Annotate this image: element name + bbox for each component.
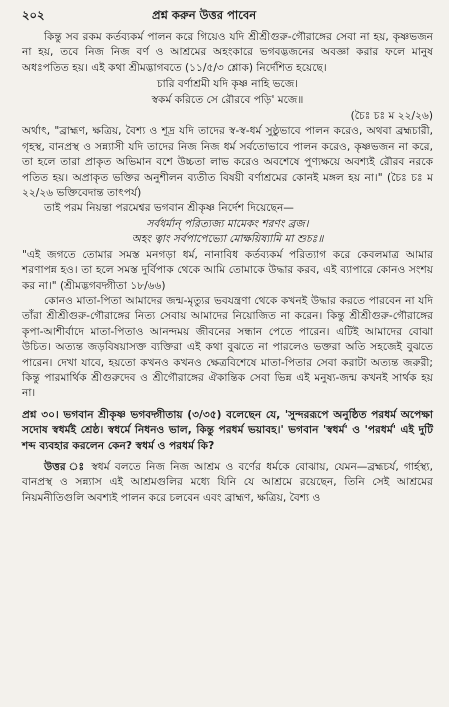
answer-paragraph — [22, 460, 433, 506]
verse-line-2: স্বকর্ম করিতে সে রৌরবে পড়ি' মজে॥ — [151, 93, 304, 106]
question-text: ভগবান শ্রীকৃষ্ণ ভগবদ্গীতায় (৩/৩৫) বলেছেন যে, 'সুন্দররূপে অনুষ্ঠিত পরধর্ম অপেক্ষা সদোষ স্বধর্মই শ্রেষ্ঠ। স্বধর্মে নিধনও ভাল, কিন্তু পরধর্ম ভয়াবহ।' ভগবান 'স্বধর্ম' ও 'পরধর্ম' এই দুটি শব্দ ব্যবহার করলেন কেন? স্বধর্ম ও পরধর্ম কি? — [22, 408, 433, 452]
sanskrit-verse — [22, 217, 433, 248]
question-30 — [22, 408, 433, 454]
paragraph-1: কিন্তু সব রকম কর্তব্যকর্ম পালন করে গিয়েও যদি শ্রীশ্রীগুরু-গৌরাঙ্গের সেবা না হয়, কৃষ্ণভজন না হয়, তবে নিজ নিজ বর্ণ ও আশ্রমের অহংকারে ভগবদ্ভজনের অবজ্ঞা করার ফলে মানুষ অধঃপতিত হয়। এই কথা শ্রীমদ্ভাগবতে (১১/৫/৩ শ্লোক) নির্দেশিত হয়েছে। — [22, 31, 433, 74]
sanskrit-line-2: অহং ত্বাং সর্বপাপেভ্যো মোক্ষয়িষ্যামি মা শুচঃ॥ — [131, 233, 324, 246]
paragraph-2: অর্থাৎ, "ব্রাহ্মণ, ক্ষত্রিয়, বৈশ্য ও শূদ্র যদি তাদের স্ব-স্ব-ধর্ম সুষ্ঠুভাবে পালন করেও, অথবা ব্রহ্মচারী, গৃহস্থ, বানপ্রস্থ ও সন্ন্যাসী যদি তাদের নিজ নিজ ধর্ম সর্বতোভাবে পালন করেও, কৃষ্ণভজন না করে, তা হলে তারা প্রাকৃত অভিমান বশে উচ্চতা লাভ করেও অবশেষে পুণ্যক্ষয়ে অবশ্যই রৌরব নরকে পতিত হয়। অপ্রাকৃত ভক্তির অনুশীলন ব্যতীত বিষয়ী বর্ণাশ্রমের কোনই মঙ্গল হয় না।" (চৈঃ চঃ ম ২২/২৬ ভক্তিবেদান্ত তাৎপর্য) — [22, 125, 433, 200]
verse-reference: (চৈঃ চঃ ম ২২/২৬) — [350, 110, 433, 123]
question-label: প্রশ্ন ৩০। — [22, 408, 59, 421]
answer-text: স্বধর্ম বলতে নিজ নিজ আশ্রম ও বর্ণের ধর্মকে বোঝায়, যেমন—ব্রহ্মচর্য, গার্হস্থ্য, বানপ্রস্থ ও সন্ন্যাস এই আশ্রমগুলির মধ্যে যিনি যে আশ্রমে রয়েছেন, তিনি সেই আশ্রমের নিয়মনীতিগুলি অবশ্যই পালন করে চলবেন এবং ব্রাহ্মণ, ক্ষত্রিয়, বৈশ্য ও — [22, 460, 433, 504]
running-title: প্রশ্ন করুন উত্তর পাবেন — [152, 8, 257, 22]
page-number: ২০২ — [22, 8, 45, 22]
answer-label: উত্তর ঃ — [44, 460, 87, 473]
paragraph-3: তাই পরম নিয়ন্তা পরমেশ্বর ভগবান শ্রীকৃষ্ণ নির্দেশ দিয়েছেন— — [44, 202, 294, 215]
page-header — [22, 8, 433, 30]
sanskrit-line-1: সর্বধর্মান্‌ পরিত্যজ্য মামেকং শরণং ব্রজ। — [146, 217, 309, 230]
paragraph-5: কোনও মাতা-পিতা আমাদের জন্ম-মৃত্যুর ভবযন্ত্রণা থেকে কখনই উদ্ধার করতে পারবেন না যদি তাঁরা শ্রীশ্রীগুরু-গৌরাঙ্গের নিত্য সেবায় আমাদের নিয়োজিত না করেন। কিন্তু শ্রীশ্রীগুরু-গৌরাঙ্গের কৃপা-আশীর্বাদে মাতা-পিতাও আনন্দময় জীবনের সন্ধান পেতে পারেন। এটিই আমাদের বোঝা উচিত। অত্যন্ত জড়বিষয়াসক্ত ব্যক্তিরা এই কথা বুঝতে না পারলেও ভক্তরা অতি সহজেই বুঝতে পারেন। দেখা যাবে, হয়তো কখনও কখনও ক্ষেত্রবিশেষে মাতা-পিতার সেবা করাটা অত্যন্ত জরুরী; কিন্তু পারমার্থিক শ্রীগুরুদেব ও শ্রীগৌরাঙ্গের ঐকান্তিক সেবা ভিন্ন এই মনুষ্য-জন্ম কখনই সার্থক হয় না। — [22, 294, 433, 400]
paragraph-4: "এই জগতে তোমার সমস্ত মনগড়া ধর্ম, নানাবিধ কর্তব্যকর্ম পরিত্যাগ করে কেবলমাত্র আমার শরণাপন্ন হও। তা হলে সমস্ত দুর্বিপাক থেকে আমি তোমাকে উদ্ধার করব, এই ব্যাপারে কোনও সংশয় কর না।" (শ্রীমদ্ভগবদ্গীতা ১৮/৬৬) — [22, 248, 433, 292]
bengali-verse — [22, 77, 433, 108]
verse-line-1: চারি বর্ণাশ্রমী যদি কৃষ্ণ নাহি ভজে। — [156, 78, 299, 91]
